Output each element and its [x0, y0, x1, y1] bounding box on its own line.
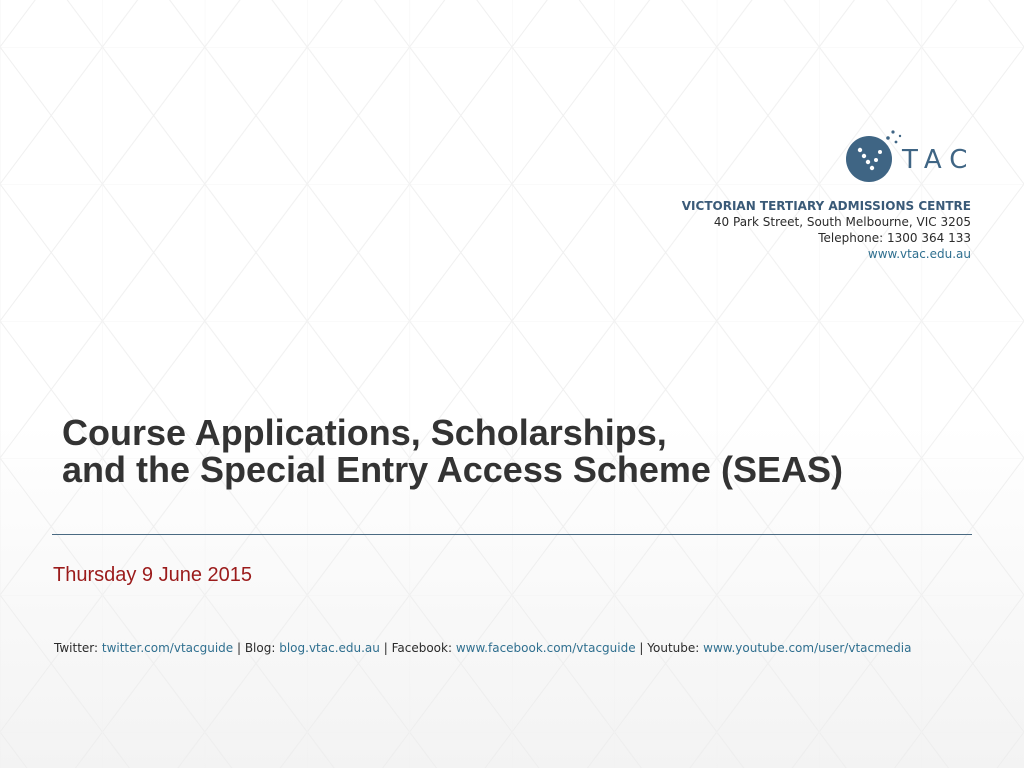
organization-info — [682, 198, 971, 262]
vtac-logo — [838, 124, 986, 188]
vtac-logo-icon — [838, 124, 986, 188]
org-telephone: Telephone: 1300 364 133 — [818, 231, 971, 245]
blog-link[interactable]: blog.vtac.edu.au — [279, 641, 380, 655]
separator: | — [233, 641, 245, 655]
youtube-link[interactable]: www.youtube.com/user/vtacmedia — [703, 641, 912, 655]
slide-title — [62, 414, 982, 488]
presentation-date: Thursday 9 June 2015 — [53, 564, 253, 586]
title-line-2: and the Special Entry Access Scheme (SEAS) — [62, 449, 843, 490]
twitter-label: Twitter: — [54, 641, 102, 655]
separator: | — [635, 641, 648, 655]
separator: | — [379, 641, 392, 655]
logo-text: TAC — [902, 145, 976, 175]
facebook-link[interactable]: www.facebook.com/vtacguide — [455, 641, 636, 655]
title-line-1: Course Applications, Scholarships, — [62, 412, 667, 453]
social-links — [54, 641, 911, 655]
org-address: 40 Park Street, South Melbourne, VIC 3205 — [713, 215, 971, 229]
title-divider — [52, 534, 972, 535]
youtube-label: Youtube: — [647, 641, 704, 655]
twitter-link[interactable]: twitter.com/vtacguide — [101, 641, 234, 655]
org-name: VICTORIAN TERTIARY ADMISSIONS CENTRE — [681, 199, 971, 213]
blog-label: Blog: — [244, 641, 280, 655]
org-website-link[interactable]: www.vtac.edu.au — [867, 247, 971, 261]
facebook-label: Facebook: — [391, 641, 456, 655]
